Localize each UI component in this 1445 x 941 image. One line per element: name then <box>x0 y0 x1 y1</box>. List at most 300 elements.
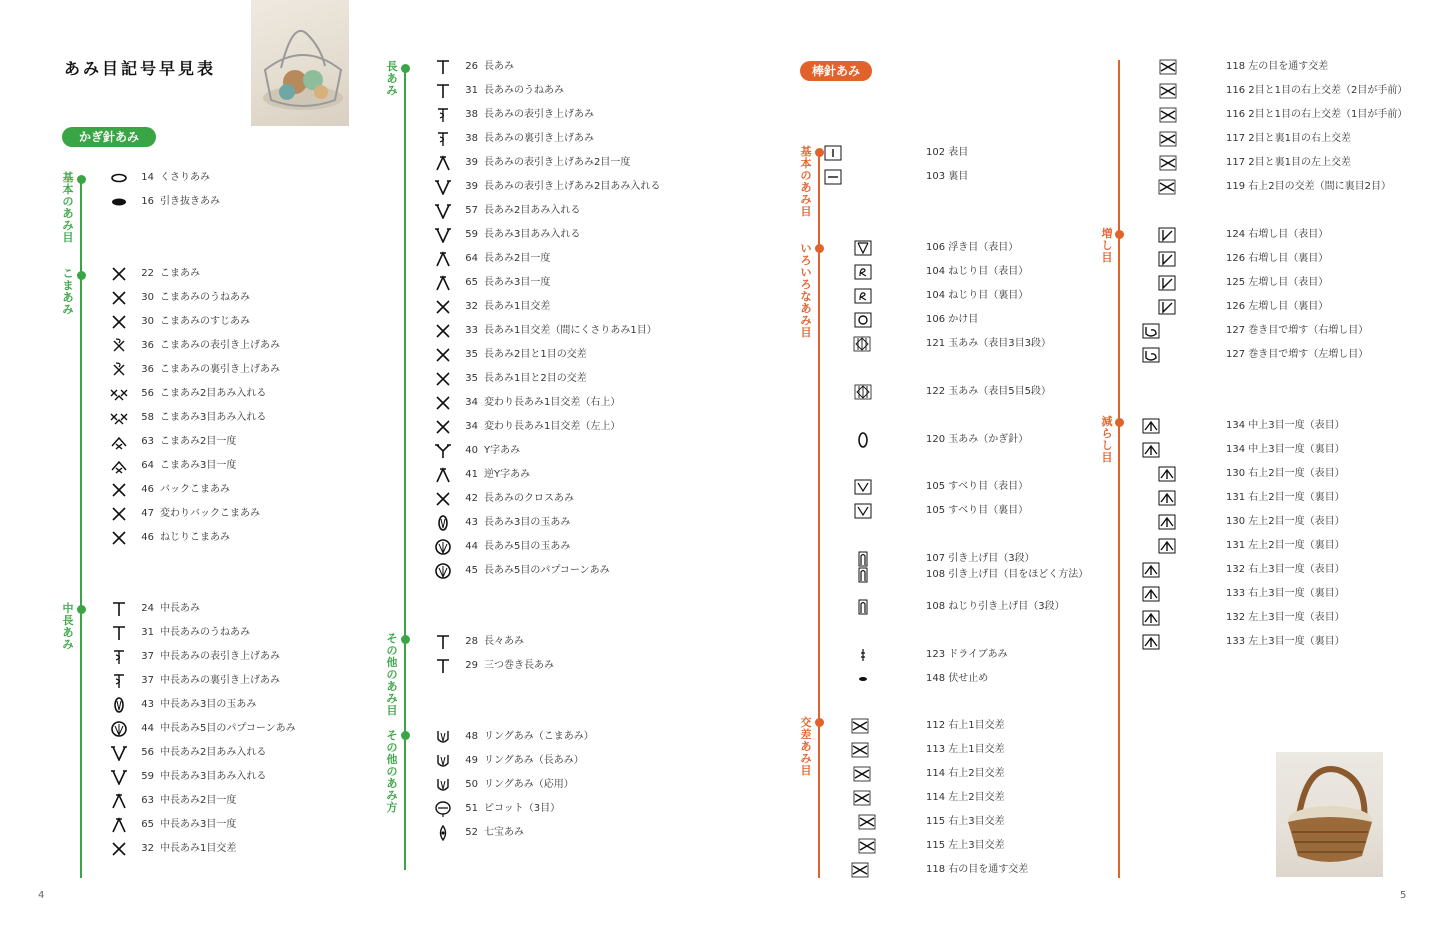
page-ref: 59 <box>141 771 154 782</box>
stitch-row <box>822 645 1102 665</box>
stitch-label: 104 ねじり目（裏目） <box>926 290 1029 301</box>
section-crochet-pill: かぎ針あみ <box>62 127 156 147</box>
t-icon <box>434 83 452 99</box>
stitch-label: 114 右上2目交差 <box>926 768 1005 779</box>
stitch-row <box>1122 488 1422 508</box>
stitch-label: リングあみ（こまあみ） <box>484 731 594 742</box>
y-icon <box>434 443 452 459</box>
stitch-label: 132 右上3目一度（表目） <box>1226 564 1345 575</box>
label-naga: 長あみ <box>386 60 398 97</box>
stitch-label: 127 巻き目で増す（左増し目） <box>1226 349 1369 360</box>
slip-stitch-icon <box>110 194 128 210</box>
stitch-label: 長あみのうねあみ <box>484 85 564 96</box>
stitch-label: 130 左上2目一度（表目） <box>1226 516 1345 527</box>
stitch-row <box>1122 584 1422 604</box>
t-icon <box>110 601 128 617</box>
stitch-row <box>822 143 1102 163</box>
double-x-icon <box>110 410 128 426</box>
popcorn-icon <box>434 563 452 579</box>
stitch-label: 115 左上3目交差 <box>926 840 1005 851</box>
decrease-icon <box>1138 466 1196 480</box>
stitch-label: 118 右の目を通す交差 <box>926 864 1029 875</box>
page-ref: 52 <box>465 827 478 838</box>
stitch-label: 133 左上3目一度（裏目） <box>1226 636 1345 647</box>
x-icon <box>110 530 128 546</box>
stitch-label: 中長あみの表引き上げあみ <box>160 651 280 662</box>
decrease-icon <box>1138 490 1196 504</box>
popcorn-icon <box>110 721 128 737</box>
stitch-row <box>822 812 1102 832</box>
stitch-label: リングあみ（長あみ） <box>484 755 584 766</box>
bobble-icon <box>836 384 890 398</box>
increase-icon <box>1138 275 1196 289</box>
stitch-row <box>1122 177 1422 197</box>
stitch-label: 126 左増し目（裏目） <box>1226 301 1329 312</box>
page-ref: 39 <box>465 157 478 168</box>
stitch-label: こまあみ3目一度 <box>160 460 237 471</box>
x-icon <box>110 290 128 306</box>
label-kihon-knit: 基本のあみ目 <box>800 145 812 218</box>
stitch-label: 長あみのクロスあみ <box>484 493 574 504</box>
decrease-icon <box>1138 562 1164 576</box>
page-ref: 56 <box>141 388 154 399</box>
stitch-label: 123 ドライブあみ <box>926 649 1008 660</box>
purl-icon <box>822 169 844 183</box>
stitch-label: 中長あみ3目の玉あみ <box>160 699 257 710</box>
twist-icon <box>852 264 874 278</box>
stitch-label: 長あみの表引き上げあみ2目あみ入れる <box>484 181 661 192</box>
page-ref: 31 <box>465 85 478 96</box>
stitch-label: 132 左上3目一度（表目） <box>1226 612 1345 623</box>
page-ref: 64 <box>141 460 154 471</box>
stitch-row <box>1122 81 1422 101</box>
stitch-row <box>1122 105 1422 125</box>
knit-column-1 <box>822 0 1102 941</box>
stitch-label: リングあみ（応用） <box>484 779 574 790</box>
label-herashi: 減らし目 <box>1101 415 1113 464</box>
stitch-label: 126 右増し目（裏目） <box>1226 253 1329 264</box>
v-icon <box>110 769 128 785</box>
twist-icon <box>852 288 874 302</box>
stitch-label: 引き抜きあみ <box>160 196 220 207</box>
decrease-icon <box>1138 442 1164 456</box>
stitch-label: 中長あみの裏引き上げあみ <box>160 675 280 686</box>
cross-icon <box>1140 83 1196 97</box>
page-ref: 57 <box>465 205 478 216</box>
stitch-label: 中長あみ3目一度 <box>160 819 237 830</box>
page-ref: 46 <box>141 532 154 543</box>
stitch-label: 125 左増し目（表目） <box>1226 277 1329 288</box>
page-ref: 32 <box>465 301 478 312</box>
stitch-label: 長あみの表引き上げあみ2目一度 <box>484 157 631 168</box>
slip-icon <box>852 503 874 517</box>
stitch-label: 131 右上2目一度（裏目） <box>1226 492 1345 503</box>
x-icon <box>110 482 128 498</box>
stitch-row <box>822 382 1102 402</box>
page-ref: 38 <box>465 109 478 120</box>
stitch-row <box>1122 560 1422 580</box>
x-icon <box>110 506 128 522</box>
decrease-icon <box>1138 418 1164 432</box>
stitch-label: 131 左上2目一度（裏目） <box>1226 540 1345 551</box>
stitch-label: 中長あみ5目のパプコーンあみ <box>160 723 296 734</box>
stitch-row <box>822 836 1102 856</box>
stitch-row <box>822 238 1102 258</box>
knit-column-2 <box>1122 0 1422 941</box>
knit-divider-line-1 <box>818 152 820 878</box>
chain-icon <box>110 170 128 186</box>
stitch-label: 107 引き上げ目（3段） <box>926 553 1035 564</box>
stitch-row <box>1122 297 1422 317</box>
cross-icon <box>830 766 894 780</box>
t-icon <box>434 658 452 674</box>
cross-icon <box>842 718 878 732</box>
cross-icon <box>1140 155 1196 169</box>
tuck-icon <box>852 551 874 565</box>
page-ref: 31 <box>141 627 154 638</box>
page-ref: 16 <box>141 196 154 207</box>
page-ref: 36 <box>141 364 154 375</box>
label-kousa: 交差あみ目 <box>800 716 812 777</box>
stitch-label: 112 右上1目交差 <box>926 720 1005 731</box>
page-ref: 33 <box>465 325 478 336</box>
stitch-label: 124 右増し目（表目） <box>1226 229 1329 240</box>
lambda-icon <box>434 467 452 483</box>
x-icon <box>434 299 452 315</box>
page-ref: 30 <box>141 316 154 327</box>
page-ref: 42 <box>465 493 478 504</box>
cross-icon <box>830 790 894 804</box>
page-ref: 14 <box>141 172 154 183</box>
page-ref: 45 <box>465 565 478 576</box>
x-icon <box>434 419 452 435</box>
stitch-label: 中長あみ <box>160 603 200 614</box>
label-sonota2: その他のあみ方 <box>386 729 398 814</box>
decrease-icon <box>1138 634 1164 648</box>
stitch-label: こまあみのすじあみ <box>160 316 250 327</box>
page-ref: 26 <box>465 61 478 72</box>
stitch-row <box>822 716 1102 736</box>
cross-icon <box>842 742 878 756</box>
slip-icon <box>852 479 874 493</box>
stitch-label: 変わり長あみ1目交差（左上） <box>484 421 621 432</box>
yarn-over-icon <box>852 312 874 326</box>
v-icon <box>434 203 452 219</box>
page-ref: 44 <box>465 541 478 552</box>
decrease-icon <box>1138 610 1164 624</box>
page-title: あみ目記号早見表 <box>64 59 217 78</box>
page-ref: 37 <box>141 675 154 686</box>
stitch-label: ねじりこまあみ <box>160 532 230 543</box>
crochet-divider-line-2 <box>404 68 406 870</box>
stitch-label: 長あみ1目交差 <box>484 301 551 312</box>
stitch-label: 長々あみ <box>484 636 524 647</box>
stitch-label: こまあみ <box>160 268 200 279</box>
stitch-label: 長あみの裏引き上げあみ <box>484 133 594 144</box>
stitch-row <box>1122 632 1422 652</box>
stitch-label: 長あみ3目あみ入れる <box>484 229 581 240</box>
stitch-label: 変わり長あみ1目交差（右上） <box>484 397 621 408</box>
stitch-label: 119 右上2目の交差（間に裏目2目） <box>1226 181 1391 192</box>
stitch-label: 長あみ5目のパプコーンあみ <box>484 565 610 576</box>
stitch-label: 133 右上3目一度（裏目） <box>1226 588 1345 599</box>
ring-icon <box>434 753 452 769</box>
stitch-label: こまあみ2目あみ入れる <box>160 388 267 399</box>
page-ref: 63 <box>141 795 154 806</box>
ring-icon <box>434 729 452 745</box>
page-ref: 24 <box>141 603 154 614</box>
stitch-label: 逆Y字あみ <box>484 469 531 480</box>
loop-icon <box>1138 323 1164 337</box>
stitch-label: 105 すべり目（表目） <box>926 481 1029 492</box>
bobble-hook-icon <box>852 432 874 446</box>
stitch-label: 127 巻き目で増す（右増し目） <box>1226 325 1369 336</box>
stitch-row <box>822 334 1102 354</box>
x-icon <box>434 395 452 411</box>
stitch-label: 130 右上2目一度（表目） <box>1226 468 1345 479</box>
stitch-row <box>822 167 1102 187</box>
cross-icon <box>842 862 878 876</box>
crochet-divider-line-1 <box>80 178 82 878</box>
stitch-label: 116 2目と1目の右上交差（2目が手前） <box>1226 85 1408 96</box>
stitch-label: こまあみのうねあみ <box>160 292 250 303</box>
stitch-row <box>1122 464 1422 484</box>
lambda-icon <box>110 793 128 809</box>
stitch-label: 120 玉あみ（かぎ針） <box>926 434 1029 445</box>
stitch-row <box>1122 129 1422 149</box>
label-sonota1: その他のあみ目 <box>386 632 398 717</box>
x-icon <box>434 371 452 387</box>
shippo-icon <box>434 825 452 841</box>
stitch-label: バックこまあみ <box>160 484 230 495</box>
stitch-label: 中長あみのうねあみ <box>160 627 250 638</box>
cross-icon <box>1140 59 1196 73</box>
page-ref: 47 <box>141 508 154 519</box>
x-icon <box>110 841 128 857</box>
stitch-row <box>822 669 1102 689</box>
stitch-label: こまあみ3目あみ入れる <box>160 412 267 423</box>
puff-icon <box>110 697 128 713</box>
stitch-row <box>822 286 1102 306</box>
knit-divider-line-2 <box>1118 60 1120 878</box>
stitch-label: 中長あみ3目あみ入れる <box>160 771 267 782</box>
tuck-icon <box>852 599 874 613</box>
stitch-row <box>1122 416 1422 436</box>
page-ref: 48 <box>465 731 478 742</box>
v-icon <box>434 227 452 243</box>
stitch-label: くさりあみ <box>160 172 210 183</box>
stitch-label: 長あみ2目あみ入れる <box>484 205 581 216</box>
page-ref: 46 <box>141 484 154 495</box>
stitch-row <box>1122 536 1422 556</box>
stitch-label: 113 左上1目交差 <box>926 744 1005 755</box>
section-dot <box>77 175 86 184</box>
page-ref: 51 <box>465 803 478 814</box>
stitch-label: 103 裏目 <box>926 171 969 182</box>
stitch-label: 122 玉あみ（表目5目5段） <box>926 386 1051 397</box>
puff-icon <box>434 515 452 531</box>
stitch-label: 七宝あみ <box>484 827 524 838</box>
stitch-row <box>1122 440 1422 460</box>
increase-icon <box>1138 227 1196 241</box>
page-ref: 40 <box>465 445 478 456</box>
page-ref: 65 <box>141 819 154 830</box>
label-chunaga: 中長あみ <box>62 602 74 651</box>
t-hook-icon <box>434 107 452 123</box>
section-dot <box>77 271 86 280</box>
stitch-row <box>1122 345 1422 365</box>
stitch-label: 変わりバックこまあみ <box>160 508 260 519</box>
page-number-left: 4 <box>38 890 45 901</box>
stitch-label: 108 ねじり引き上げ目（3段） <box>926 601 1065 612</box>
stitch-label: 114 左上2目交差 <box>926 792 1005 803</box>
page-ref: 30 <box>141 292 154 303</box>
stitch-label: ピコット（3目） <box>484 803 561 814</box>
lambda-icon <box>434 251 452 267</box>
x-icon <box>434 491 452 507</box>
page-ref: 34 <box>465 397 478 408</box>
picot-icon <box>434 801 452 817</box>
drive-icon <box>852 647 874 661</box>
section-dot <box>401 64 410 73</box>
double-x-icon <box>110 386 128 402</box>
section-dot <box>77 605 86 614</box>
page-ref: 34 <box>465 421 478 432</box>
page-ref: 50 <box>465 779 478 790</box>
stitch-row <box>822 597 1102 617</box>
v-icon <box>110 745 128 761</box>
stitch-label: 長あみ1目と2目の交差 <box>484 373 587 384</box>
cross-icon <box>1122 179 1212 193</box>
page-ref: 28 <box>465 636 478 647</box>
page-ref: 22 <box>141 268 154 279</box>
stitch-label: 106 浮き目（表目） <box>926 242 1019 253</box>
increase-icon <box>1138 299 1196 313</box>
cross-icon <box>822 814 912 828</box>
decrease-icon <box>1138 586 1164 600</box>
stitch-label: 134 中上3目一度（裏目） <box>1226 444 1345 455</box>
section-dot <box>401 635 410 644</box>
cross-icon <box>822 838 912 852</box>
page-ref: 35 <box>465 349 478 360</box>
increase-icon <box>1138 251 1196 265</box>
stitch-row <box>822 430 1102 450</box>
stitch-row <box>822 788 1102 808</box>
stitch-label: 105 すべり目（裏目） <box>926 505 1029 516</box>
cross-icon <box>1140 131 1196 145</box>
stitch-label: 長あみ1目交差（間にくさりあみ1目） <box>484 325 657 336</box>
stitch-label: 108 引き上げ目（目をほどく方法） <box>926 569 1089 580</box>
stitch-label: 中長あみ2目一度 <box>160 795 237 806</box>
stitch-label: 長あみ <box>484 61 514 72</box>
float-icon <box>852 240 874 254</box>
stitch-label: 148 伏せ止め <box>926 673 989 684</box>
stitch-row <box>822 262 1102 282</box>
stitch-row <box>822 860 1102 880</box>
stitch-label: 121 玉あみ（表目3目3段） <box>926 338 1051 349</box>
stitch-row <box>1122 273 1422 293</box>
page-ref: 39 <box>465 181 478 192</box>
stitch-row <box>822 501 1102 521</box>
lambda-icon <box>434 275 452 291</box>
stitch-label: 106 かけ目 <box>926 314 979 325</box>
loop-icon <box>1138 347 1164 361</box>
page-ref: 37 <box>141 651 154 662</box>
page-ref: 35 <box>465 373 478 384</box>
ring-icon <box>434 777 452 793</box>
v-icon <box>434 179 452 195</box>
stitch-label: こまあみの裏引き上げあみ <box>160 364 280 375</box>
crochet-column-1 <box>110 0 370 941</box>
stitch-row <box>822 310 1102 330</box>
label-iroiro: いろいろなあみ目 <box>800 242 812 339</box>
knit-icon <box>822 145 844 159</box>
stitch-label: 長あみ2目一度 <box>484 253 551 264</box>
page-ref: 64 <box>465 253 478 264</box>
x-icon <box>434 323 452 339</box>
stitch-label: 長あみ5目の玉あみ <box>484 541 571 552</box>
t-icon <box>434 634 452 650</box>
stitch-row <box>1122 153 1422 173</box>
page-ref: 49 <box>465 755 478 766</box>
page-ref: 43 <box>141 699 154 710</box>
stitch-label: 134 中上3目一度（表目） <box>1226 420 1345 431</box>
stitch-row <box>1122 225 1422 245</box>
stitch-label: 104 ねじり目（表目） <box>926 266 1029 277</box>
t-icon <box>110 625 128 641</box>
section-knit-pill: 棒針あみ <box>800 61 872 81</box>
triangle-x-icon <box>110 458 128 474</box>
x-hook-icon <box>110 362 128 378</box>
page-ref: 56 <box>141 747 154 758</box>
x-icon <box>434 347 452 363</box>
stitch-row <box>1122 512 1422 532</box>
cross-icon <box>1140 107 1196 121</box>
page-ref: 32 <box>141 843 154 854</box>
t-icon <box>434 59 452 75</box>
decrease-icon <box>1138 514 1196 528</box>
decrease-icon <box>1138 538 1196 552</box>
t-hook-icon <box>110 649 128 665</box>
stitch-label: こまあみの表引き上げあみ <box>160 340 280 351</box>
crochet-column-2 <box>434 0 734 941</box>
stitch-label: 102 表目 <box>926 147 969 158</box>
x-icon <box>110 266 128 282</box>
page-ref: 59 <box>465 229 478 240</box>
page-ref: 44 <box>141 723 154 734</box>
bind-off-icon <box>852 671 874 685</box>
stitch-label: 中長あみ2目あみ入れる <box>160 747 267 758</box>
stitch-row <box>822 477 1102 497</box>
stitch-label: 長あみの表引き上げあみ <box>484 109 594 120</box>
stitch-row <box>1122 249 1422 269</box>
tuck-icon <box>852 567 874 581</box>
page-ref: 41 <box>465 469 478 480</box>
page-ref: 38 <box>465 133 478 144</box>
stitch-label: 116 2目と1目の右上交差（1目が手前） <box>1226 109 1408 120</box>
stitch-label: こまあみ2目一度 <box>160 436 237 447</box>
section-dot <box>401 731 410 740</box>
triangle-x-icon <box>110 434 128 450</box>
stitch-label: Y字あみ <box>484 445 521 456</box>
stitch-label: 117 2目と裏1目の左上交差 <box>1226 157 1351 168</box>
x-hook-icon <box>110 338 128 354</box>
stitch-row <box>1122 321 1422 341</box>
stitch-row <box>1122 57 1422 77</box>
page-ref: 29 <box>465 660 478 671</box>
stitch-row <box>822 565 1102 585</box>
stitch-label: 長あみ3目の玉あみ <box>484 517 571 528</box>
